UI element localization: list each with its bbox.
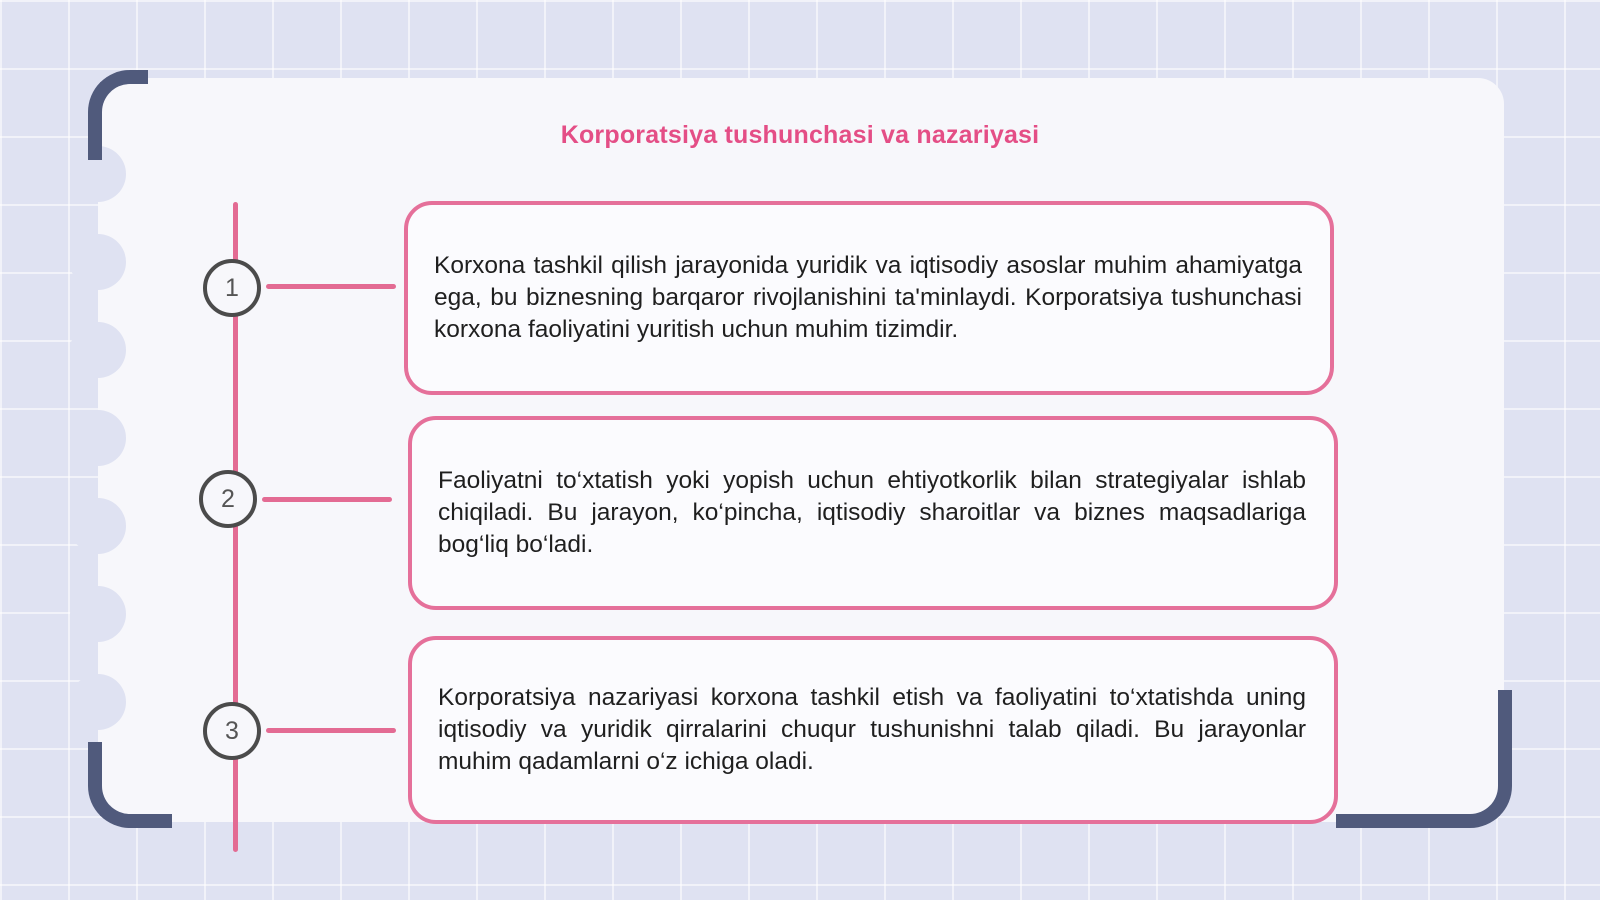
timeline-connector [262,497,392,502]
corner-bracket-bottom-left [88,742,172,828]
timeline-card-1 [404,201,1334,395]
card-text: Korporatsiya nazariyasi korxona tashkil etish va faoliyatini to‘xtatishda uning iqtisodiy va yuridik qirralarini chuqur tushunishni talab qiladi. Bu jarayonlar muhim qadamlarni o‘z ichiga oladi. [438,684,1306,775]
paper-notch [70,322,126,378]
corner-bracket-bottom-right [1336,690,1512,828]
paper-notch [70,674,126,730]
timeline-connector [266,284,396,289]
paper-notch [70,586,126,642]
card-text: Korxona tashkil qilish jarayonida yuridik va iqtisodiy asoslar muhim ahamiyatga ega, bu biznesning barqaror rivojlanishini ta'minlaydi. Korporatsiya tushunchasi korxona faoliyatini yuritish uchun muhim tizimdir. [434,252,1302,343]
card-text: Faoliyatni to‘xtatish yoki yopish uchun ehtiyotkorlik bilan strategiyalar ishlab chiqiladi. Bu jarayon, ko‘pincha, iqtisodiy sharoitlar va biznes maqsadlariga bog‘liq bo‘ladi. [438,467,1306,558]
step-number-badge [203,259,261,317]
slide-title: Korporatsiya tushunchasi va nazariyasi [560,121,1040,149]
paper-notch [70,498,126,554]
timeline-card-3 [408,636,1338,824]
paper-notch [70,234,126,290]
paper-notch [70,410,126,466]
timeline-card-2 [408,416,1338,610]
step-number: 3 [225,716,239,745]
step-number-badge [203,702,261,760]
step-number: 1 [225,273,239,302]
timeline-connector [266,728,396,733]
step-number-badge [199,470,257,528]
step-number: 2 [221,484,235,513]
